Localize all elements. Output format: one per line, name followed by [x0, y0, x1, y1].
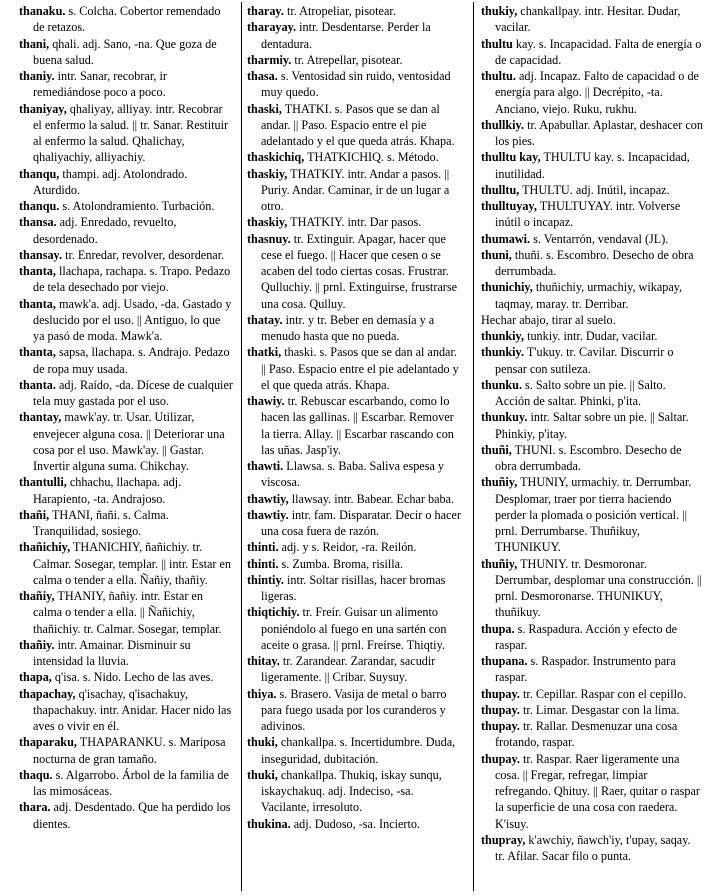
dictionary-entry [19, 474, 233, 507]
dictionary-entry [481, 751, 703, 832]
entry-headword: thinti. [247, 556, 279, 571]
dictionary-entry [247, 734, 463, 767]
entry-headword: thantay, [19, 410, 62, 425]
entry-definition: intr. fam. Disparatar. Decir o hacer una cosa fuera de razón. [261, 507, 461, 538]
dictionary-entry [247, 52, 463, 68]
dictionary-entry [247, 572, 463, 605]
dictionary-entry [247, 458, 463, 491]
entry-headword: thullkiy. [481, 117, 525, 132]
entry-headword: thuni, [481, 247, 512, 262]
entry-headword: thasa. [247, 69, 278, 83]
entry-definition: THANIY, ñañiy. intr. Estar en calma o tender a ella. || Ñañichiy, thañichiy. tr. Calmar. Sosegar, templar. [33, 589, 222, 636]
dictionary-entry [481, 328, 703, 344]
entry-definition: llawsay. intr. Babear. Echar baba. [288, 491, 455, 506]
entry-headword: thantulli, [19, 475, 67, 490]
entry-headword: thanqu. [19, 199, 60, 213]
dictionary-entry [19, 377, 233, 410]
dictionary-entry [19, 507, 233, 540]
dictionary-entry [481, 312, 703, 328]
entry-definition: tunkiy. intr. Dudar, vacilar. [524, 329, 658, 343]
dictionary-entry [247, 166, 463, 215]
entry-headword: thanta, [19, 296, 56, 311]
entry-definition: tr. Enredar, revolver, desordenar. [62, 247, 225, 262]
entry-headword: thunkuy. [481, 410, 528, 425]
entry-headword: tharay. [247, 4, 284, 18]
entry-definition: tr. Extinguir. Apagar, hacer que cese el fuego. || Hacer que cesen o se acaben del todo ciertas cosas. Frustrar. Qulluchiy. || prnl. Extinguirse, frustrarse una cosa. Qulluy. [261, 231, 457, 311]
entry-headword: thunichiy, [481, 280, 533, 295]
entry-definition: chankallpa. s. Incertidumbre. Duda, inseguridad, dubitación. [261, 735, 456, 766]
dictionary-entry [19, 637, 233, 670]
entry-definition: tr. Zarandear. Zarandar, sacudir ligeramente. || Cribar. Suysuy. [261, 654, 436, 685]
entry-definition: tr. Rebuscar escarbando, como lo hacen las gallinas. || Escarbar. Remover la tierra. Allay. || Escarbar rascando con las uñas. Jasp'iy. [261, 394, 454, 457]
dictionary-entry [481, 279, 703, 312]
entry-definition: s. Ventarrón, vendaval (JL). [530, 231, 669, 246]
dictionary-entry [247, 101, 463, 150]
entry-headword: thaniyay, [19, 101, 67, 116]
entry-definition: q'isa. s. Nido. Lecho de las aves. [51, 670, 214, 685]
entry-definition: THULTUYAY. intr. Volverse inútil o incapaz. [495, 199, 681, 230]
entry-definition: adj. Enredado, revuelto, desordenado. [33, 215, 177, 246]
dictionary-entry [247, 312, 463, 345]
dictionary-entry [481, 247, 703, 280]
entry-definition: tr. Atropeliar, pisotear. [283, 4, 396, 18]
entry-headword: thuñi, [481, 442, 512, 457]
column-2 [247, 3, 463, 832]
entry-definition: thuñichiy, urmachiy, wikapay, taqmay, maray. tr. Derribar. [495, 280, 683, 311]
dictionary-entry [247, 767, 463, 816]
entry-headword: thanaku. [19, 4, 66, 18]
entry-headword: thukiy, [481, 4, 518, 18]
entry-definition: THATKIY. intr. Dar pasos. [287, 215, 422, 230]
entry-definition: thaski. s. Pasos que se dan al andar. || Paso. Espacio entre el pie adelantado y el que queda atrás. Khapa. [261, 345, 459, 392]
entry-definition: s. Raspadura. Acción y efecto de raspar. [495, 621, 677, 652]
entry-headword: thasnuy. [247, 231, 291, 246]
entry-definition: tr. Cepillar. Raspar con el cepillo. [519, 686, 687, 701]
entry-definition: THULTU. adj. Inútil, incapaz. [519, 182, 670, 197]
entry-definition: tr. Limar. Desgastar con la lima. [519, 702, 680, 717]
dictionary-entry [481, 117, 703, 150]
entry-headword: thupa. [481, 621, 515, 636]
entry-definition: THANI, ñañi. s. Calma. Tranquilidad, sosiego. [33, 507, 169, 538]
dictionary-entry [481, 198, 703, 231]
entry-headword: thinti. [247, 540, 279, 555]
entry-definition: s. Algarrobo. Árbol de la familia de las mimosáceas. [33, 767, 229, 798]
entry-headword: thawtiy. [247, 507, 289, 522]
dictionary-entry [247, 149, 463, 165]
dictionary-entry [19, 799, 233, 832]
entry-headword: thaski, [247, 101, 282, 116]
entry-headword: thañiy, [19, 589, 55, 603]
dictionary-entry [19, 68, 233, 101]
dictionary-entry [19, 198, 233, 214]
dictionary-entry [19, 344, 233, 377]
entry-definition: THUNI. s. Escombro. Desecho de obra derrumbada. [495, 442, 682, 473]
entry-headword: thupay. [481, 686, 520, 701]
entry-definition: sapsa, llachapa. s. Andrajo. Pedazo de ropa muy usada. [33, 345, 230, 376]
entry-headword: thiya. [247, 686, 277, 701]
dictionary-entry [19, 734, 233, 767]
dictionary-entry [481, 442, 703, 475]
entry-definition: qhaliyay, alliyay. intr. Recobrar el enfermo la salud. || tr. Sanar. Restituir al enfermo la salud. Qhalichay, qhaliyachiy, alliyachiy. [33, 101, 229, 165]
dictionary-entry [247, 393, 463, 458]
dictionary-entry [481, 344, 703, 377]
dictionary-entry [247, 231, 463, 312]
dictionary-entry [481, 718, 703, 751]
dictionary-entry [481, 474, 703, 555]
entry-headword: thañi, [19, 507, 50, 522]
entry-definition: intr. Desdentarse. Perder la dentadura. [261, 20, 431, 51]
entry-headword: thultu. [481, 69, 516, 83]
entry-headword: thupana. [481, 654, 528, 668]
entry-definition: THULTU kay. s. Incapacidad, inutilidad. [495, 150, 690, 181]
entry-headword: thanta, [19, 345, 56, 360]
dictionary-entry [247, 19, 463, 52]
dictionary-entry [19, 767, 233, 800]
entry-definition: chankallpa. Thukiq, iskay sunqu, iskaychakuq. adj. Indeciso, -sa. Vacilante, irresoluto. [261, 767, 442, 815]
entry-definition: chankallpay. intr. Hesitar. Dudar, vacilar. [495, 4, 681, 35]
dictionary-entry [481, 377, 703, 410]
entry-headword: thara. [19, 800, 51, 815]
dictionary-entry [481, 653, 703, 686]
entry-headword: thansa. [19, 215, 57, 230]
dictionary-entry [247, 491, 463, 507]
entry-definition: THATKIY. intr. Andar a pasos. || Puriy. Andar. Caminar, ir de un lugar a otro. [261, 166, 450, 213]
entry-headword: thaskichiq, [247, 150, 305, 165]
entry-definition: intr. Amainar. Disminuir su intensidad la lluvia. [33, 637, 191, 668]
entry-headword: thunku. [481, 377, 522, 392]
dictionary-entry [481, 686, 703, 702]
entry-headword: thanta, [19, 264, 56, 278]
entry-headword: thawtiy, [247, 491, 289, 506]
entry-headword: thaskiy, [247, 215, 288, 230]
entry-definition: qhali. adj. Sano, -na. Que goza de buena salud. [33, 36, 217, 67]
dictionary-entry [481, 409, 703, 442]
entry-definition: q'isachay, q'isachakuy, thapachakuy. intr. Anidar. Hacer nido las aves o vivir en él. [33, 686, 232, 733]
entry-definition: intr. y tr. Beber en demasía y a menudo hasta que no pueda. [261, 312, 435, 343]
entry-definition: s. Salto sobre un pie. || Salto. Acción de saltar. Phinki, p'ita. [495, 377, 666, 408]
entry-definition: s. Brasero. Vasija de metal o barro para fuego usada por los curanderos y adivinos. [261, 686, 447, 733]
dictionary-entry [247, 3, 463, 19]
entry-definition: thampi. adj. Atolondrado. Aturdido. [33, 166, 188, 197]
entry-definition: THAPARANKU. s. Mariposa nocturna de gran tamaño. [33, 735, 226, 766]
entry-headword: thultu [481, 36, 513, 51]
dictionary-entry [247, 507, 463, 540]
dictionary-entry [247, 68, 463, 101]
dictionary-entry [481, 3, 703, 36]
column-divider [473, 2, 474, 891]
entry-headword: thulltu, [481, 182, 520, 197]
dictionary-entry [247, 539, 463, 555]
entry-headword: thapachay, [19, 686, 76, 701]
entry-definition: THANICHIY, ñañichiy. tr. Calmar. Sosegar, templar. || intr. Estar en calma o tender a ella. Ñañiy, thañiy. [33, 540, 231, 587]
entry-definition: THUNIY, urmachiy. tr. Derrumbar. Desplomar, traer por tierra haciendo perder la plomada o posición vertical. || prnl. Derrumbarse. Thuñikuy, THUNIKUY. [495, 475, 692, 555]
entry-definition: Hechar abajo, tirar al suelo. [481, 312, 616, 327]
dictionary-entry [481, 621, 703, 654]
entry-headword: thitay. [247, 654, 280, 668]
entry-headword: thani, [19, 36, 50, 51]
entry-definition: adj. y s. Reidor, -ra. Reilón. [278, 540, 417, 555]
dictionary-entry [19, 263, 233, 296]
dictionary-entry [247, 556, 463, 572]
entry-definition: THUNIY. tr. Desmoronar. Derrumbar, desplomar una construcción. || prnl. Desmoronarse. THUNIKUY, thuñikuy. [495, 556, 702, 620]
dictionary-entry [19, 409, 233, 474]
entry-definition: adj. Incapaz. Falto de capacidad o de energía para algo. || Decrépito, -ta. Anciano, viejo. Ruku, rukhu. [495, 69, 699, 116]
dictionary-entry [481, 231, 703, 247]
entry-headword: thapa, [19, 670, 52, 685]
entry-headword: thaqu. [19, 767, 53, 782]
entry-definition: intr. Sanar, recobrar, ir remediándose poco a poco. [33, 69, 167, 100]
entry-headword: thansay. [19, 247, 63, 262]
entry-headword: thuki, [247, 735, 278, 750]
entry-definition: tr. Raspar. Raer ligeramente una cosa. || Fregar, refregar, limpiar refregando. Qhituy. || Raer, quitar o raspar la superficie de una cosa con raedera. K'isuy. [495, 751, 700, 831]
entry-definition: tr. Apabullar. Aplastar, deshacer con los pies. [495, 117, 703, 148]
entry-definition: s. Atolondramiento. Turbación. [59, 199, 215, 213]
entry-headword: thaparaku, [19, 735, 77, 750]
entry-headword: thunkiy, [481, 329, 525, 343]
entry-headword: thupay. [481, 702, 520, 717]
entry-headword: thiqtichiy. [247, 605, 300, 620]
entry-headword: tharmiy. [247, 52, 292, 67]
entry-definition: adj. Raído, -da. Dícese de cualquier tela muy gastada por el uso. [33, 377, 233, 408]
dictionary-entry [481, 68, 703, 117]
entry-headword: thupay. [481, 751, 520, 766]
entry-definition: s. Ventosidad sin ruido, ventosidad muy quedo. [261, 69, 451, 100]
dictionary-entry [19, 588, 233, 637]
entry-headword: thulltu kay, [481, 150, 541, 165]
entry-definition: s. Colcha. Cobertor remendado de retazos. [33, 4, 221, 35]
entry-definition: thuñi. s. Escombro. Desecho de obra derrumbada. [495, 247, 694, 278]
entry-headword: thañiy. [19, 637, 55, 652]
dictionary-entry [481, 182, 703, 198]
entry-headword: thumawi. [481, 231, 531, 246]
entry-definition: THATKI. s. Pasos que se dan al andar. || Paso. Espacio entre el pie adelantado y el que queda atrás. Khapa. [261, 101, 455, 148]
entry-definition: THATKICHIQ. s. Método. [304, 150, 439, 165]
dictionary-entry [247, 686, 463, 735]
entry-definition: tr. Rallar. Desmenuzar una cosa frotando, raspar. [495, 719, 678, 750]
dictionary-entry [19, 36, 233, 69]
dictionary-entry [481, 702, 703, 718]
entry-definition: s. Raspador. Instrumento para raspar. [495, 654, 676, 685]
column-1 [19, 3, 233, 832]
dictionary-entry [19, 214, 233, 247]
entry-definition: kay. s. Incapacidad. Falta de energía o de capacidad. [495, 36, 702, 67]
entry-headword: thintiy. [247, 572, 284, 587]
dictionary-entry [19, 166, 233, 199]
dictionary-entry [19, 669, 233, 685]
entry-definition: Llawsa. s. Baba. Saliva espesa y viscosa. [261, 459, 444, 490]
entry-definition: s. Zumba. Broma, risilla. [278, 556, 404, 571]
entry-definition: adj. Dudoso, -sa. Incierto. [290, 816, 420, 831]
entry-headword: thupay. [481, 719, 520, 733]
dictionary-entry [247, 344, 463, 393]
column-3 [481, 3, 703, 864]
entry-definition: mawk'ay. tr. Usar. Utilizar, envejecer alguna cosa. || Deteriorar una cosa por el uso. Mawk'ay. || Gastar. Invertir alguna suma. Chikchay. [33, 410, 225, 473]
entry-definition: mawk'a. adj. Usado, -da. Gastado y deslucido por el uso. || Antiguo, lo que ya pasó de moda. Mawk'a. [33, 296, 232, 343]
dictionary-entry [247, 214, 463, 230]
dictionary-entry [19, 3, 233, 36]
entry-headword: tharayay. [247, 20, 297, 35]
entry-headword: thawti. [247, 459, 284, 473]
dictionary-entry [19, 539, 233, 588]
column-divider [241, 2, 242, 891]
entry-definition: chhachu, llachapa. adj. Harapiento, -ta. Andrajoso. [33, 475, 182, 506]
entry-definition: T'ukuy. tr. Cavilar. Discurrir o pensar con sutileza. [495, 345, 674, 376]
dictionary-entry [247, 816, 463, 832]
dictionary-entry [247, 604, 463, 653]
entry-headword: thuñiy, [481, 475, 518, 490]
dictionary-entry [19, 296, 233, 345]
entry-headword: thanqu, [19, 166, 60, 181]
dictionary-entry [19, 247, 233, 263]
entry-headword: thulltuyay, [481, 199, 537, 213]
dictionary-entry [481, 149, 703, 182]
dictionary-entry [481, 36, 703, 69]
entry-headword: thupray, [481, 832, 526, 847]
entry-headword: thukina. [247, 816, 291, 831]
dictionary-entry [19, 686, 233, 735]
entry-headword: thañichiy, [19, 540, 71, 555]
dictionary-entry [481, 832, 703, 865]
dictionary-entry [481, 556, 703, 621]
dictionary-entry [19, 101, 233, 166]
entry-headword: thuñiy, [481, 556, 518, 571]
entry-headword: thanta. [19, 377, 56, 392]
entry-headword: thatay. [247, 312, 283, 327]
entry-definition: k'awchiy, ñawch'iy, t'upay, saqay. tr. Afilar. Sacar filo o punta. [495, 832, 691, 863]
entry-headword: thaskiy, [247, 166, 288, 181]
entry-headword: thaniy. [19, 69, 55, 83]
entry-headword: thawiy. [247, 394, 285, 408]
entry-definition: llachapa, rachapa. s. Trapo. Pedazo de tela desechado por viejo. [33, 264, 231, 295]
entry-definition: tr. Atrepellar, pisotear. [291, 52, 403, 67]
entry-headword: thuki, [247, 767, 278, 782]
entry-definition: adj. Desdentado. Que ha perdido los dientes. [33, 800, 231, 831]
entry-definition: tr. Freír. Guisar un alimento poniéndolo al fuego en una sartén con aceite o grasa. || prnl. Freírse. Thiqtiy. [261, 605, 447, 652]
entry-headword: thunkiy. [481, 345, 525, 360]
entry-headword: thatki, [247, 345, 282, 360]
entry-definition: intr. Saltar sobre un pie. || Saltar. Phinkiy, p'itay. [495, 410, 689, 441]
entry-definition: intr. Soltar risillas, hacer bromas ligeras. [261, 572, 446, 603]
dictionary-entry [247, 653, 463, 686]
